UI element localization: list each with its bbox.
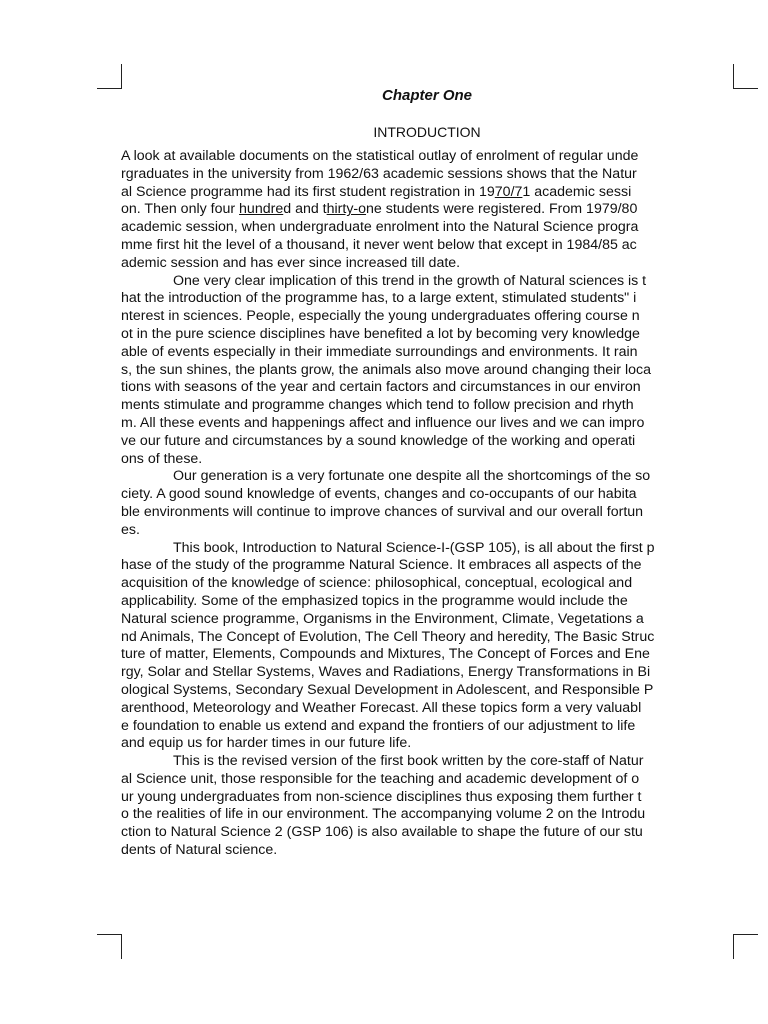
- text-line: rgraduates in the university from 1962/63 academic sessions shows that the Natur: [121, 165, 637, 182]
- text-line: acquisition of the knowledge of science: philosophical, conceptual, ecological and: [121, 575, 633, 592]
- text-line: tions with seasons of the year and certain factors and circumstances in our environ: [121, 379, 641, 396]
- text-line: nterest in sciences. People, especially the young undergraduates offering course n: [121, 308, 640, 325]
- text-line: ction to Natural Science 2 (GSP 106) is also available to shape the future of our stu: [121, 824, 643, 841]
- text-line: academic session, when undergraduate enrolment into the Natural Science progra: [121, 219, 639, 236]
- text-line: nd Animals, The Concept of Evolution, The Cell Theory and heredity, The Basic Struc: [121, 628, 655, 645]
- text-line: rgy, Solar and Stellar Systems, Waves and Radiations, Energy Transformations in Bi: [121, 664, 651, 681]
- text-line: mme first hit the level of a thousand, it never went below that except in 1984/85 ac: [121, 236, 637, 253]
- text-line: ble environments will continue to improve chances of survival and our overall fortun: [121, 503, 644, 520]
- text-line: ons of these.: [121, 450, 203, 467]
- text-line: and equip us for harder times in our future life.: [121, 735, 412, 752]
- text-line: hase of the study of the programme Natural Science. It embraces all aspects of the: [121, 557, 642, 574]
- text-line: This book, Introduction to Natural Science-I-(GSP 105), is all about the first p: [173, 539, 655, 556]
- text-line: hat the introduction of the programme has, to a large extent, stimulated students" i: [121, 290, 637, 307]
- text-line: able of events especially in their immediate surroundings and environments. It rain: [121, 343, 638, 360]
- text-line: ological Systems, Secondary Sexual Development in Adolescent, and Responsible P: [121, 681, 654, 698]
- text-line: al Science unit, those responsible for the teaching and academic development of o: [121, 770, 640, 787]
- text-line: ture of matter, Elements, Compounds and Mixtures, The Concept of Forces and Ene: [121, 646, 650, 663]
- text-line: Our generation is a very fortunate one despite all the shortcomings of the so: [173, 468, 651, 485]
- text-line: Natural science programme, Organisms in the Environment, Climate, Vegetations a: [121, 610, 644, 627]
- text-line: al Science programme had its first student registration in 1970/71 academic sessi: [121, 183, 632, 200]
- text-line: ve our future and circumstances by a sound knowledge of the working and operati: [121, 432, 636, 449]
- text-line: e foundation to enable us extend and expand the frontiers of our adjustment to life: [121, 717, 636, 734]
- text-line: ments stimulate and programme changes which tend to follow precision and rhyth: [121, 397, 634, 414]
- text-line: One very clear implication of this trend in the growth of Natural sciences is t: [173, 272, 647, 289]
- crop-mark-top-right: [733, 64, 758, 89]
- text-line: This is the revised version of the first book written by the core-staff of Natur: [173, 753, 644, 770]
- chapter-title: Chapter One: [381, 87, 472, 104]
- body-text: [121, 148, 735, 860]
- crop-mark-top-left: [97, 64, 122, 89]
- text-line: A look at available documents on the statistical outlay of enrolment of regular unde: [121, 148, 639, 164]
- crop-mark-bottom-right: [733, 934, 758, 959]
- text-line: s, the sun shines, the plants grow, the animals also move around changing their loca: [121, 361, 651, 378]
- text-line: dents of Natural science.: [121, 842, 278, 859]
- text-line: m. All these events and happenings affect and influence our lives and we can impro: [121, 414, 645, 431]
- text-line: o the realities of life in our environment. The accompanying volume 2 on the Introdu: [121, 806, 646, 823]
- crop-mark-bottom-left: [97, 934, 122, 959]
- text-line: arenthood, Meteorology and Weather Forecast. All these topics form a very valuabl: [121, 699, 642, 716]
- text-line: applicability. Some of the emphasized topics in the programme would include the: [121, 592, 628, 609]
- text-line: ur young undergraduates from non-science disciplines thus exposing them further t: [121, 788, 642, 805]
- text-line: es.: [121, 521, 140, 538]
- text-line: ciety. A good sound knowledge of events, changes and co-occupants of our habita: [121, 486, 637, 503]
- text-line: ot in the pure science disciplines have benefited a lot by becoming very knowledge: [121, 325, 640, 342]
- text-line: ademic session and has ever since increased till date.: [121, 254, 461, 271]
- text-line: on. Then only four hundred and thirty-one students were registered. From 1979/80: [121, 201, 638, 218]
- section-heading: INTRODUCTION: [373, 124, 481, 140]
